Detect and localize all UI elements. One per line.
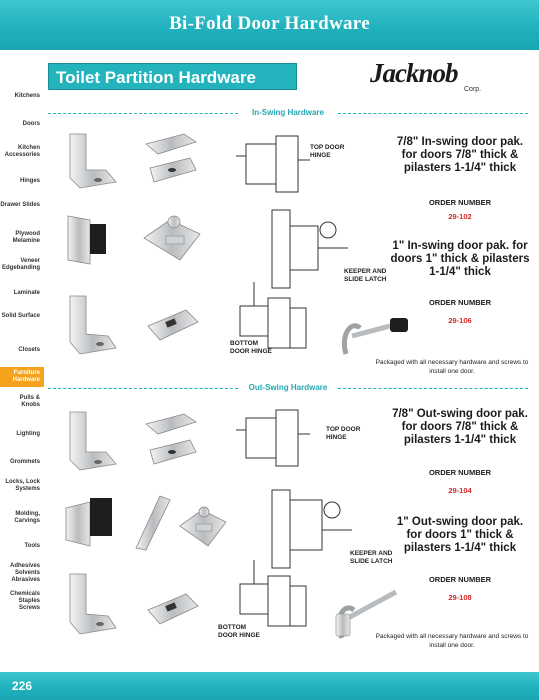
- inswing-bottom-hinge-photo: [62, 292, 122, 358]
- outswing-top-hinge-photo: [62, 408, 122, 474]
- sidebar-item-grommets[interactable]: Grommets: [9, 459, 40, 465]
- sidebar-item-doors[interactable]: Doors: [22, 121, 40, 127]
- inswing-bottom-plate-photo: [140, 296, 202, 358]
- outswing-divider: [48, 383, 528, 393]
- outswing-keeper-photo: [62, 492, 122, 548]
- outswing-product1-order-label: ORDER NUMBER: [428, 468, 492, 477]
- inswing-keeper-photo: [62, 210, 118, 266]
- section-title-box: [48, 63, 297, 90]
- logo-text: Jacknob: [370, 58, 458, 88]
- outswing-product1-title: 7/8" Out-swing door pak. for doors 7/8" thick & pilasters 1-1/4" thick: [392, 408, 528, 446]
- inswing-keeper-label: KEEPER AND SLIDE LATCH: [344, 268, 387, 283]
- outswing-bottom-hinge-label: BOTTOM DOOR HINGE: [218, 624, 260, 639]
- outswing-top-plate-photo: [140, 408, 202, 474]
- inswing-top-hinge-photo: [62, 130, 122, 192]
- sidebar-item-kitchen-accessories[interactable]: Kitchen Accessories: [4, 145, 40, 158]
- inswing-product1-order-number: 29-102: [448, 212, 472, 221]
- outswing-product2-order-label: ORDER NUMBER: [428, 575, 492, 584]
- outswing-bottom-plate-photo: [140, 582, 202, 640]
- sidebar-item-solid-surface[interactable]: Solid Surface: [1, 313, 40, 319]
- category-sidebar: [0, 75, 44, 665]
- sidebar-item-veneer-edgebanding[interactable]: Veneer Edgebanding: [2, 258, 40, 271]
- page-number: 226: [12, 679, 33, 693]
- inswing-bottom-hinge-label: BOTTOM DOOR HINGE: [230, 340, 272, 355]
- sidebar-item-chemicals[interactable]: Chemicals Staples Screws: [9, 591, 40, 611]
- logo-corp: Corp.: [464, 86, 482, 93]
- inswing-coat-hook-photo: [338, 306, 414, 362]
- outswing-product2-title: 1" Out-swing door pak. for doors 1" thick & pilasters 1-1/4" thick: [396, 516, 524, 554]
- outswing-heading: Out-Swing Hardware: [248, 383, 328, 392]
- sidebar-item-closets[interactable]: Closets: [18, 347, 40, 353]
- inswing-product2-order-label: ORDER NUMBER: [428, 298, 492, 307]
- page-header-title: Bi-Fold Door Hardware: [169, 13, 370, 34]
- sidebar-item-drawer-slides[interactable]: Drawer Slides: [0, 202, 40, 208]
- inswing-heading: In-Swing Hardware: [251, 108, 324, 117]
- sidebar-item-adhesives[interactable]: Adhesives Solvents Abrasives: [9, 563, 40, 583]
- outswing-top-hinge-label: TOP DOOR HINGE: [326, 426, 361, 441]
- sidebar-item-locks[interactable]: Locks, Lock Systems: [5, 479, 40, 492]
- inswing-package-note: Packaged with all necessary hardware and screws to install one door.: [375, 359, 529, 375]
- inswing-product2-title: 1" In-swing door pak. for doors 1" thick & pilasters 1-1/4" thick: [390, 240, 530, 278]
- sidebar-item-molding-carvings[interactable]: Molding, Carvings: [14, 511, 40, 524]
- sidebar-item-laminate[interactable]: Laminate: [13, 290, 40, 296]
- sidebar-item-hinges[interactable]: Hinges: [19, 178, 40, 184]
- inswing-divider: [48, 108, 528, 118]
- inswing-product2-order-number: 29-106: [448, 316, 472, 325]
- page-footer-bar: [0, 672, 539, 700]
- outswing-bottom-hinge-photo: [62, 570, 122, 638]
- sidebar-item-plywood-melamine[interactable]: Plywood Melamine: [12, 231, 40, 244]
- inswing-product1-title: 7/8" In-swing door pak. for doors 7/8" thick & pilasters 1-1/4" thick: [396, 136, 524, 174]
- outswing-product1-order-number: 29-104: [448, 486, 472, 495]
- inswing-top-hinge-label: TOP DOOR HINGE: [310, 144, 345, 159]
- sidebar-item-tools[interactable]: Tools: [24, 543, 40, 549]
- sidebar-item-furniture-hardware[interactable]: Furniture Hardware: [0, 367, 44, 387]
- sidebar-item-pulls-knobs[interactable]: Pulls & Knobs: [19, 395, 40, 408]
- sidebar-item-lighting[interactable]: Lighting: [16, 431, 40, 437]
- outswing-keeper-label: KEEPER AND SLIDE LATCH: [350, 550, 393, 565]
- page-header-banner: [0, 0, 539, 50]
- outswing-slide-latch-photo: [176, 500, 230, 552]
- inswing-product1-order-label: ORDER NUMBER: [428, 198, 492, 207]
- outswing-handle-photo: [130, 488, 174, 552]
- jacknob-logo: [370, 58, 500, 98]
- inswing-slide-latch-photo: [140, 210, 206, 266]
- inswing-top-plate-photo: [140, 130, 202, 192]
- outswing-package-note: Packaged with all necessary hardware and screws to install one door.: [375, 633, 529, 649]
- outswing-product2-order-number: 29-108: [448, 593, 472, 602]
- sidebar-item-kitchens[interactable]: Kitchens: [14, 93, 40, 99]
- section-title: Toilet Partition Hardware: [56, 68, 256, 87]
